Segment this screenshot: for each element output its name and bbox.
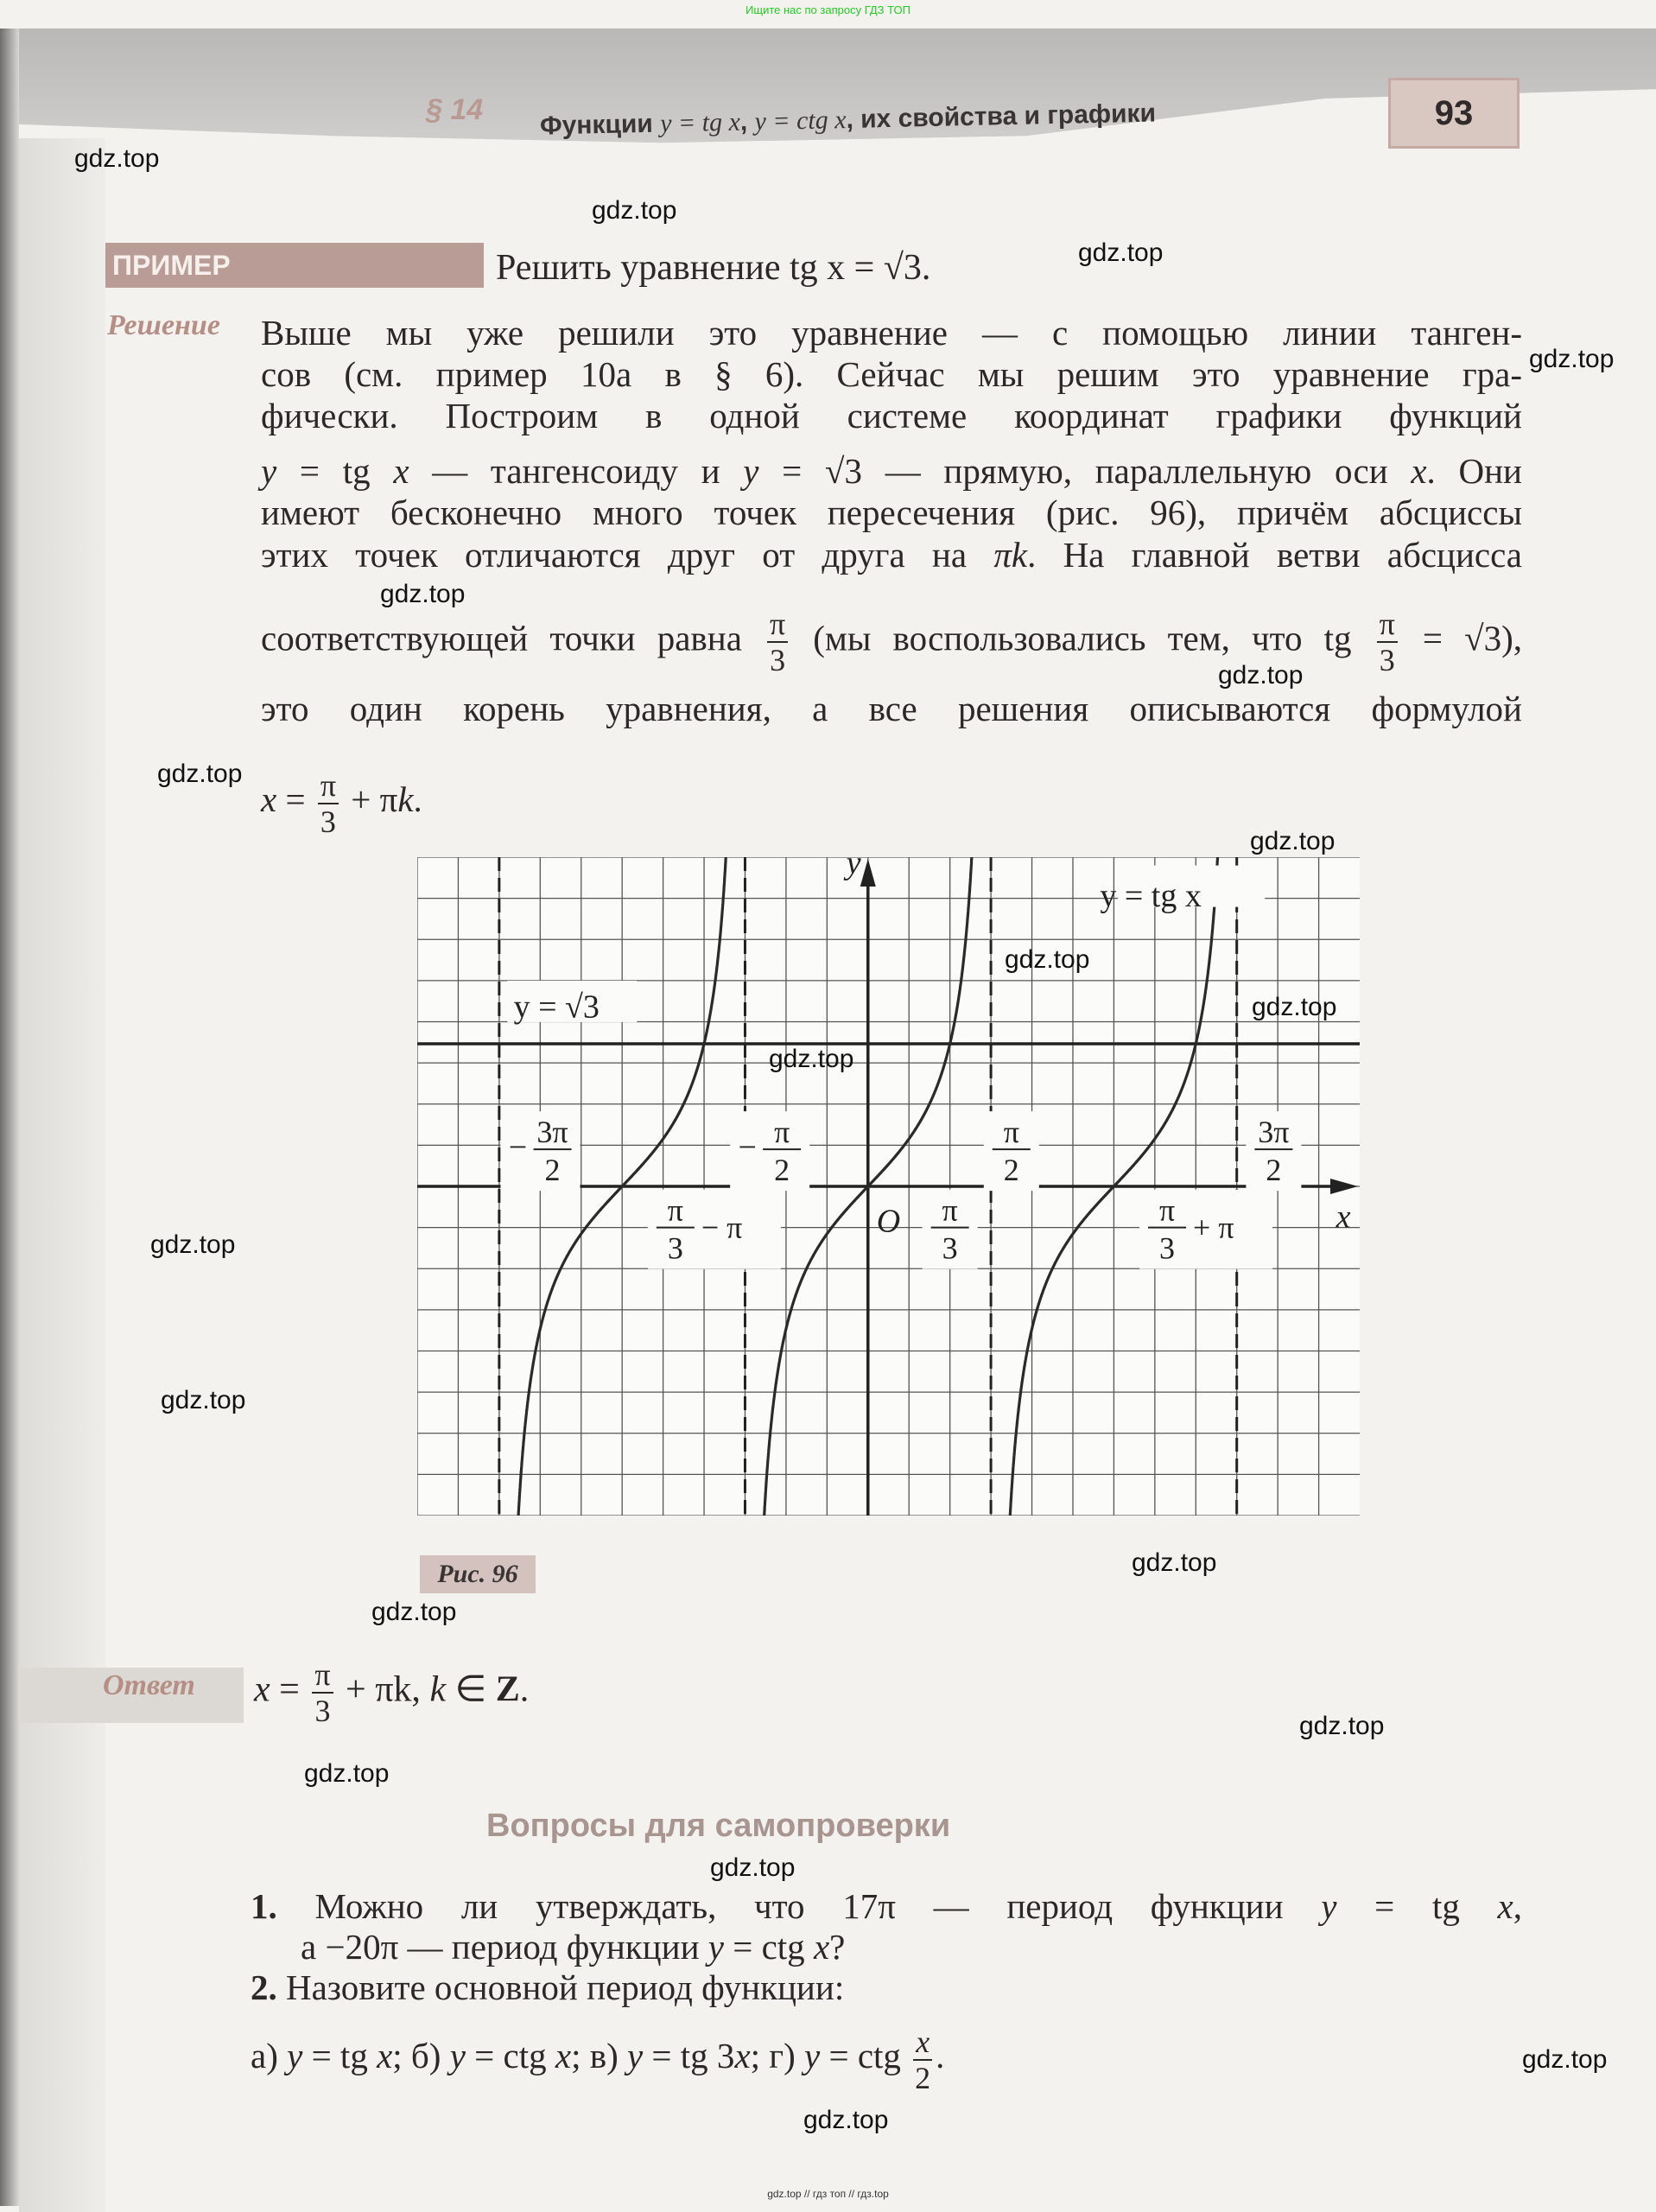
text: Назовите основной период функции:	[276, 1967, 845, 2007]
questions-heading: Вопросы для самопроверки	[486, 1808, 951, 1844]
solution-line-1: Выше мы уже решили это уравнение — с помощью линии танген-	[261, 313, 1522, 353]
q-number: 1.	[251, 1886, 277, 1926]
numerator: π	[767, 608, 788, 643]
var: y	[743, 451, 759, 491]
watermark: gdz.top	[304, 1759, 390, 1788]
numerator: π	[312, 1659, 333, 1694]
text: = tg	[1336, 1886, 1498, 1926]
var: πk	[993, 535, 1028, 575]
y-axis-arrow	[860, 859, 876, 887]
denominator: 3	[314, 1694, 331, 1728]
text: .	[413, 779, 422, 819]
tangent-graph-figure	[417, 857, 1360, 1516]
numerator: π	[667, 1192, 683, 1228]
text: = √3 — прямую, параллельную оси	[758, 451, 1412, 491]
solution-line-3: фически. Построим в одной системе координат графики функций	[261, 396, 1522, 435]
text: = tg	[276, 451, 394, 491]
text: ; в)	[571, 2036, 627, 2075]
text: соответствующей точки равна	[261, 618, 742, 658]
solution-line-4	[261, 449, 1522, 493]
watermark: gdz.top	[1218, 661, 1304, 690]
solution-line-2: сов (см. пример 10а в § 6). Сейчас мы решим это уравнение гра-	[261, 354, 1522, 394]
section-number: § 14	[426, 93, 484, 126]
var: k	[397, 779, 414, 819]
numerator: π	[942, 1192, 958, 1228]
question-2-options	[251, 2024, 945, 2095]
question-2	[251, 1966, 844, 2009]
fraction	[318, 767, 339, 839]
text: ,	[1513, 1886, 1522, 1926]
var: x	[377, 2036, 393, 2075]
var: y	[261, 451, 277, 491]
var: x	[734, 2036, 751, 2075]
watermark: gdz.top	[157, 760, 243, 788]
text: ; г)	[750, 2036, 805, 2075]
text: этих точек отличаются друг от друга на	[261, 535, 994, 575]
watermark: gdz.top	[74, 144, 160, 173]
text: а −20π — период функции	[301, 1927, 708, 1967]
denominator: 3	[770, 643, 786, 677]
watermark: gdz.top	[371, 1598, 457, 1626]
denominator: 2	[544, 1153, 561, 1188]
text: = tg 3	[643, 2036, 735, 2075]
denominator: 3	[1159, 1230, 1176, 1266]
text: .	[519, 1669, 530, 1710]
watermark: gdz.top	[1529, 345, 1615, 373]
var: k	[429, 1669, 447, 1710]
promo-note: Ищите нас по запросу ГДЗ ТОП	[746, 3, 910, 16]
watermark: gdz.top	[1299, 1712, 1385, 1740]
figure-caption: Рис. 96	[420, 1555, 536, 1593]
denominator: 2	[1003, 1153, 1019, 1188]
page-number: 93	[1388, 78, 1520, 149]
watermark: gdz.top	[161, 1386, 246, 1414]
question-1-line-2	[301, 1925, 845, 1968]
watermark: gdz.top	[380, 580, 466, 608]
numerator: π	[318, 770, 339, 804]
minus-sign: −	[738, 1129, 757, 1166]
denominator: 3	[942, 1230, 958, 1266]
text: = ctg	[820, 2036, 910, 2075]
denominator: 2	[915, 2060, 931, 2095]
numerator: x	[913, 2026, 932, 2061]
y-axis-label: y	[846, 857, 861, 882]
numerator: π	[774, 1115, 790, 1150]
var: y	[804, 2036, 821, 2075]
text: =	[276, 779, 314, 819]
fraction	[1377, 608, 1398, 676]
var: y	[707, 1927, 724, 1967]
var: y	[1321, 1886, 1337, 1926]
title-prefix: Функции	[539, 109, 661, 141]
var: x	[254, 1669, 270, 1710]
text: а)	[251, 2036, 288, 2075]
label-tail: + π	[1193, 1210, 1234, 1245]
numerator: 3π	[536, 1115, 568, 1150]
x-axis-label: x	[1336, 1198, 1351, 1236]
watermark: gdz.top	[592, 196, 677, 225]
numerator: π	[1003, 1115, 1019, 1150]
watermark: gdz.top	[1078, 238, 1164, 267]
watermark: gdz.top	[1522, 2045, 1608, 2074]
var: x	[1497, 1886, 1513, 1926]
fraction	[913, 2026, 932, 2094]
var: x	[813, 1927, 830, 1967]
example-label: ПРИМЕР	[105, 243, 484, 288]
page-margin	[19, 138, 105, 2212]
label-tail: − π	[701, 1210, 743, 1245]
var: y	[626, 2036, 644, 2075]
answer-formula	[254, 1659, 529, 1726]
text: . На главной ветви абсцисса	[1027, 535, 1522, 575]
text: = ctg	[723, 1927, 814, 1967]
var: x	[393, 451, 409, 491]
numerator: π	[1158, 1192, 1176, 1228]
set-symbol: Z	[495, 1669, 520, 1710]
footer-note: gdz.top // гдз топ // гдз.top	[767, 2188, 889, 2200]
x-axis-arrow	[1330, 1179, 1358, 1194]
answer-label: Ответ	[103, 1669, 195, 1701]
text: = ctg	[465, 2036, 555, 2075]
page-edge-shadow	[0, 29, 19, 2206]
var: y	[287, 2036, 303, 2075]
text: Можно ли утверждать, что 17π — период функции	[276, 1886, 1322, 1926]
watermark: gdz.top	[150, 1230, 236, 1259]
var: x	[555, 2036, 572, 2075]
watermark: gdz.top	[803, 2106, 889, 2134]
watermark: gdz.top	[1132, 1548, 1217, 1577]
denominator: 2	[774, 1153, 790, 1188]
text: (мы воспользовались тем, что tg	[813, 618, 1352, 658]
origin-label: O	[876, 1203, 901, 1240]
text: — тангенсоиду и	[409, 451, 744, 491]
watermark: gdz.top	[1250, 827, 1336, 855]
numerator: π	[1377, 608, 1398, 643]
question-1-line-1	[251, 1885, 1522, 1928]
var: x	[261, 779, 277, 819]
q-number: 2.	[251, 1967, 277, 2007]
label-y-tgx: y = tg x	[1100, 878, 1202, 915]
fraction	[767, 608, 788, 676]
title-sep: ,	[739, 107, 755, 137]
watermark: gdz.top	[1005, 945, 1090, 974]
text: = tg	[302, 2036, 378, 2075]
solution-formula	[261, 767, 1522, 839]
solution-line-6	[261, 533, 1522, 576]
text: . Они	[1426, 451, 1522, 491]
title-suffix: , их свойства и графики	[846, 99, 1157, 135]
denominator: 2	[1266, 1153, 1282, 1188]
text: .	[936, 2036, 945, 2075]
text: =	[270, 1669, 309, 1710]
denominator: 3	[667, 1230, 683, 1266]
denominator: 3	[320, 804, 336, 839]
text: ?	[829, 1927, 846, 1967]
text: ∈	[446, 1669, 496, 1710]
text: ; б)	[392, 2036, 450, 2075]
solution-line-8: это один корень уравнения, а все решения описываются формулой	[261, 689, 1522, 728]
label-y-sqrt3: y = √3	[513, 988, 600, 1026]
fraction	[312, 1659, 333, 1726]
numerator: 3π	[1258, 1115, 1290, 1150]
var: y	[449, 2036, 466, 2075]
watermark: gdz.top	[710, 1853, 796, 1882]
text: = √3),	[1422, 618, 1522, 658]
minus-sign: −	[508, 1129, 528, 1166]
watermark: gdz.top	[769, 1045, 854, 1073]
title-f2: y = ctg x	[754, 105, 847, 137]
var: x	[1411, 451, 1427, 491]
text: + π	[342, 779, 398, 819]
text: + πk,	[336, 1669, 430, 1710]
title-f1: y = tg x	[659, 107, 741, 138]
denominator: 3	[1379, 643, 1395, 677]
solution-line-5: имеют бесконечно много точек пересечения (рис. 96), причём абсциссы	[261, 493, 1522, 532]
example-task: Решить уравнение tg x = √3.	[496, 248, 931, 288]
watermark: gdz.top	[1252, 993, 1337, 1021]
solution-label: Решение	[107, 309, 220, 341]
